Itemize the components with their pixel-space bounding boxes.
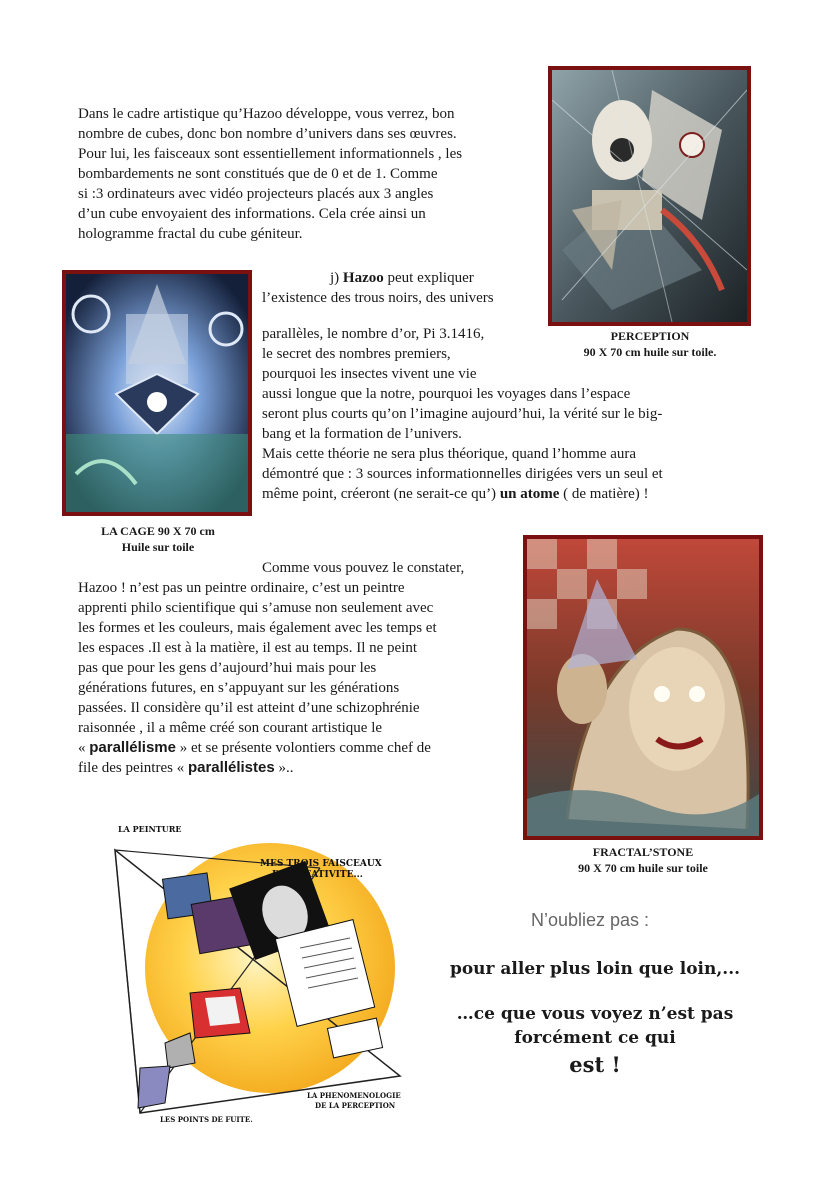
text-fragment: » et se présente volontiers comme chef de [175,740,431,756]
text-line: démontré que : 3 sources informationnelles dirigées vers un seul et [262,466,663,482]
text-line: d’un cube envoyaient des informations. Cela crée ainsi un [78,206,426,222]
text-fragment: même point, créeront (ne serait-ce qu’) [262,486,500,502]
caption-details: Huile sur toile [121,540,195,554]
text-line [78,738,518,758]
section-comme [78,558,518,778]
text-line: Comme vous pouvez le constater, [262,560,465,576]
fractal-stone-artwork [527,539,759,836]
text-line: passées. Il considère qu’il est atteint d’une schizophrénie [78,700,420,716]
text-line: nombre de cubes, donc bon nombre d’univers dans ses œuvres. [78,126,457,142]
text-line: les espaces .Il est à la matière, il est au temps. Il ne peint [78,640,418,656]
caption-title: LA CAGE 90 X 70 cm [101,524,215,538]
diagram-top-label: LA PEINTURE [118,824,182,834]
text-line: l’existence des trous noirs, des univers [262,290,494,306]
text-fragment: ( de matière) ! [559,486,649,502]
text-line: seront plus courts qu’on l’imagine aujourd’hui, la vérité sur le big- [262,406,663,422]
text-line: Pour lui, les faisceaux sont essentiellement informationnels , les [78,146,463,162]
text-line: apprenti philo scientifique qui s’amuse non seulement avec [78,600,434,616]
text-fragment: peut expliquer [383,270,474,286]
text-fragment: ».. [274,760,294,776]
closing-line-4: est ! [569,1052,621,1077]
text-line [78,758,518,778]
bold-term: parallélistes [187,759,275,776]
section-j-body [262,324,762,504]
painting-la-cage [62,270,252,516]
artist-name: Hazoo [342,270,384,286]
diagram-graphic [110,818,410,1128]
text-line: Mais cette théorie ne sera plus théorique, quand l’homme aura [262,446,637,462]
caption-fractal-stone [533,844,753,876]
bold-term: un atome [499,486,560,502]
text-line: aussi longue que la notre, pourquoi les voyages dans l’espace [262,386,631,402]
diagram-title-line2: DE CREATIVITE... [272,870,363,880]
text-line [262,268,552,288]
text-line: Dans le cadre artistique qu’Hazoo développe, vous verrez, bon [78,106,455,122]
list-marker: j) [330,270,343,286]
closing-line-2: …ce que vous voyez n’est pas [456,1004,734,1024]
creativity-diagram [110,818,410,1128]
text-line: bombardements ne sont constitués que de 0 et de 1. Comme [78,166,438,182]
bold-term: parallélisme [89,739,176,756]
text-line: générations futures, en s’appuyant sur les générations [78,680,400,696]
painting-fractal-stone [523,535,763,840]
la-cage-artwork [66,274,248,512]
text-line: pourquoi les insectes vivent une vie [262,366,477,382]
section-j-intro [262,268,552,308]
caption-details: 90 X 70 cm huile sur toile [578,861,708,875]
caption-la-cage [58,523,258,555]
reminder-text: N’oubliez pas : [530,910,650,930]
diagram-right-label-1: LA PHENOMENOLOGIE [307,1091,401,1100]
text-line: les formes et les couleurs, mais également avec les temps et [78,620,437,636]
closing-line-1: pour aller plus loin que loin,... [449,959,741,979]
caption-title: FRACTAL’STONE [592,845,694,859]
text-line: parallèles, le nombre d’or, Pi 3.1416, [262,326,485,342]
text-line [262,484,762,504]
text-fragment: « [78,740,90,756]
text-line: hologramme fractal du cube géniteur. [78,226,303,242]
text-line: le secret des nombres premiers, [262,346,451,362]
text-line: pas que pour les gens d’aujourd’hui mais pour les [78,660,377,676]
text-line: si :3 ordinateurs avec vidéo projecteurs placés aux 3 angles [78,186,434,202]
diagram-right-label-2: DE LA PERCEPTION [315,1101,396,1110]
diagram-bottom-label: LES POINTS DE FUITE. [160,1115,253,1124]
text-line: bang et la formation de l’univers. [262,426,462,442]
intro-paragraph [78,104,538,244]
closing-line-3: forcément ce qui [514,1028,676,1048]
caption-details: 90 X 70 cm huile sur toile. [583,345,717,359]
text-line: Hazoo ! n’est pas un peintre ordinaire, c’est un peintre [78,580,405,596]
caption-title: PERCEPTION [610,329,690,343]
text-fragment: file des peintres « [78,760,188,776]
diagram-title-line1: MES TROIS FAISCEAUX [260,859,382,869]
painting-perception [548,66,751,326]
perception-artwork [552,70,747,322]
text-line: raisonnée , il a même créé son courant artistique le [78,720,383,736]
